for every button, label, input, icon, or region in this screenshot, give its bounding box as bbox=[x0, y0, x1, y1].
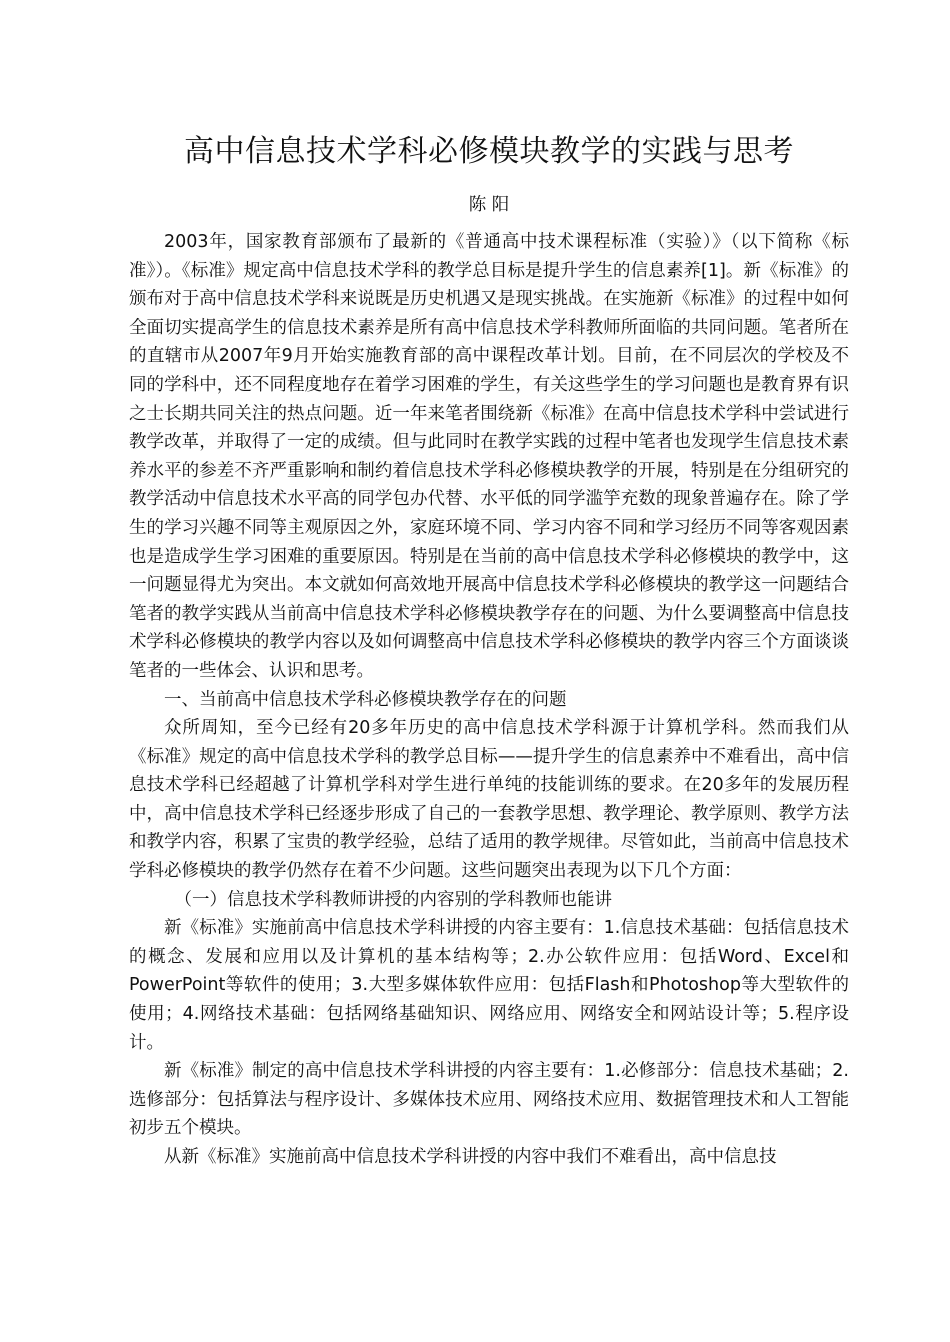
paragraph-section-1: 众所周知，至今已经有20多年历史的高中信息技术学科源于计算机学科。然而我们从《标准》规定的高中信息技术学科的教学总目标——提升学生的信息素养中不难看出，高中信息技术学科已经超越了计算机学科对学生进行单纯的技能训练的要求。在20多年的发展历程中，高中信息技术学科已经逐步形成了自己的一套教学思想、教学理论、教学原则、教学方法和教学内容，积累了宝贵的教学经验，总结了适用的教学规律。尽管如此，当前高中信息技术学科必修模块的教学仍然存在着不少问题。这些问题突出表现为以下几个方面： bbox=[129, 718, 849, 882]
document-author: 陈 阳 bbox=[468, 195, 510, 215]
paragraph-intro: 2003年，国家教育部颁布了最新的《普通高中技术课程标准（实验）》（以下简称《标准》）。《标准》规定高中信息技术学科的教学总目标是提升学生的信息素养[1]。新《标准》的颁布对于高中信息技术学科来说既是历史机遇又是现实挑战。在实施新《标准》的过程中如何全面切实提高学生的信息技术素养是所有高中信息技术学科教师所面临的共同问题。笔者所在的直辖市从2007年9月开始实施教育部的高中课程改革计划。目前，在不同层次的学校及不同的学科中，还不同程度地存在着学习困难的学生，有关这些学生的学习问题也是教育界有识之士长期共同关注的热点问题。近一年来笔者围绕新《标准》在高中信息技术学科中尝试进行教学改革，并取得了一定的成绩。但与此同时在教学实践的过程中笔者也发现学生信息技术素养水平的参差不齐严重影响和制约着信息技术学科必修模块教学的开展，特别是在分组研究的教学活动中信息技术水平高的同学包办代替、水平低的同学滥竽充数的现象普遍存在。除了学生的学习兴趣不同等主观原因之外，家庭环境不同、学习内容不同和学习经历不同等客观因素也是造成学生学习困难的重要原因。特别是在当前的高中信息技术学科必修模块的教学中，这一问题显得尤为突出。本文就如何高效地开展高中信息技术学科必修模块的教学这一问题结合笔者的教学实践从当前高中信息技术学科必修模块教学存在的问题、为什么要调整高中信息技术学科必修模块的教学内容以及如何调整高中信息技术学科必修模块的教学内容三个方面谈谈笔者的一些体会、认识和思考。 bbox=[129, 232, 849, 681]
subsection-heading-1: （一）信息技术学科教师讲授的内容别的学科教师也能讲 bbox=[174, 889, 612, 910]
document-title: 高中信息技术学科必修模块教学的实践与思考 bbox=[184, 134, 794, 169]
paragraph-old-content: 新《标准》实施前高中信息技术学科讲授的内容主要有：1.信息技术基础：包括信息技术的概念、发展和应用以及计算机的基本结构等；2.办公软件应用：包括Word、Excel和PowerPoint等软件的使用；3.大型多媒体软件应用：包括Flash和Photoshop等大型软件的使用；4.网络技术基础：包括网络基础知识、网络应用、网络安全和网站设计等；5.程序设计。 bbox=[129, 918, 850, 1053]
document-body bbox=[129, 228, 849, 1172]
paragraph-comparison: 从新《标准》实施前高中信息技术学科讲授的内容中我们不难看出，高中信息技 bbox=[164, 1147, 777, 1167]
section-heading-1: 一、当前高中信息技术学科必修模块教学存在的问题 bbox=[164, 689, 567, 710]
document-page bbox=[129, 122, 849, 1172]
paragraph-new-content: 新《标准》制定的高中信息技术学科讲授的内容主要有：1.必修部分：信息技术基础；2.选修部分：包括算法与程序设计、多媒体技术应用、网络技术应用、数据管理技术和人工智能初步五个模块。 bbox=[129, 1061, 849, 1139]
